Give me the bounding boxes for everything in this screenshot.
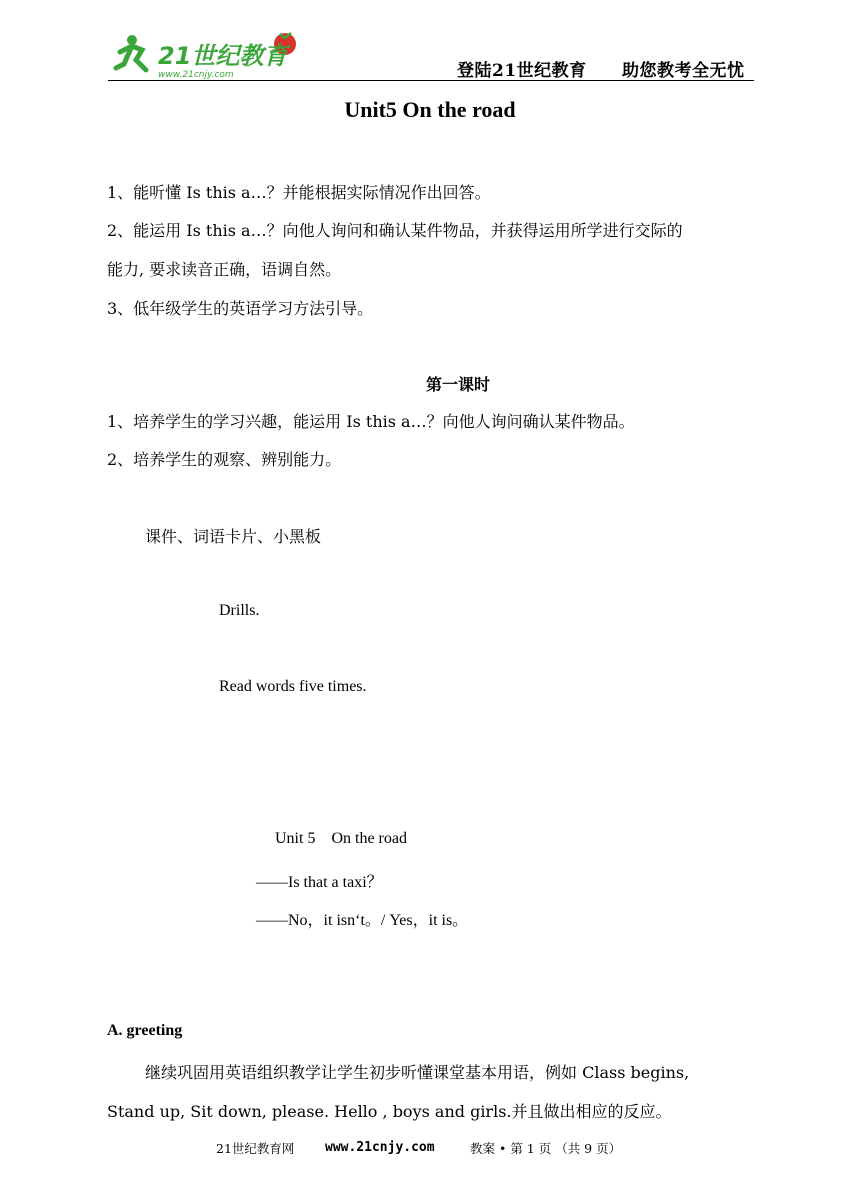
- header-slogan-left: 登陆21世纪教育: [457, 61, 587, 81]
- logo-graphic: [110, 30, 310, 82]
- section-a-para-line-2: Stand up, Sit down, please. Hello , boys and girls.并且做出相应的反应。: [107, 1102, 672, 1121]
- materials-text: 课件、词语卡片、小黑板: [145, 527, 322, 546]
- footer-url: [325, 1139, 435, 1155]
- homework-text: Read words five times.: [219, 678, 367, 695]
- objective-line-3: 能力, 要求读音正确，语调自然。: [107, 260, 342, 279]
- section-a-para-line-1: 继续巩固用英语组织教学让学生初步听懂课堂基本用语，例如 Class begins,: [145, 1063, 690, 1082]
- header-divider: [108, 80, 754, 81]
- svg-text:www.21cnjy.com: www.21cnjy.com: [158, 70, 234, 80]
- footer-url-text: www.21cnjy.com: [325, 1140, 435, 1155]
- footer-site-name: 21世纪教育网: [216, 1141, 295, 1156]
- board-line-1: Unit 5 On the road: [275, 830, 407, 847]
- objective-line-1: 1、能听懂 Is this a…？并能根据实际情况作出回答。: [107, 183, 491, 202]
- site-logo: [110, 30, 310, 82]
- objective-line-4: 3、低年级学生的英语学习方法引导。: [107, 299, 374, 318]
- objective-line-2: 2、能运用 Is this a…？向他人询问和确认某件物品，并获得运用所学进行交际的: [107, 221, 683, 240]
- lesson-goal-1: 1、培养学生的学习兴趣，能运用 Is this a…？向他人询问确认某件物品。: [107, 412, 635, 431]
- board-line-2: ——Is that a taxi？: [256, 874, 383, 891]
- lesson-goal-2: 2、培养学生的观察、辨别能力。: [107, 450, 342, 469]
- board-line-3: ——No，it isn‘t。/ Yes，it is。: [256, 912, 469, 929]
- page-title: Unit5 On the road: [344, 97, 516, 122]
- footer-page-info: 教案 • 第 1 页 （共 9 页）: [470, 1141, 622, 1156]
- header-slogan-right: 助您教考全无忧: [622, 61, 745, 81]
- svg-text:21世纪教育: 21世纪教育: [158, 42, 288, 70]
- section-a-heading: A. greeting: [107, 1022, 183, 1039]
- difficulty-text: Drills.: [219, 602, 260, 619]
- lesson-heading: 第一课时: [426, 375, 491, 394]
